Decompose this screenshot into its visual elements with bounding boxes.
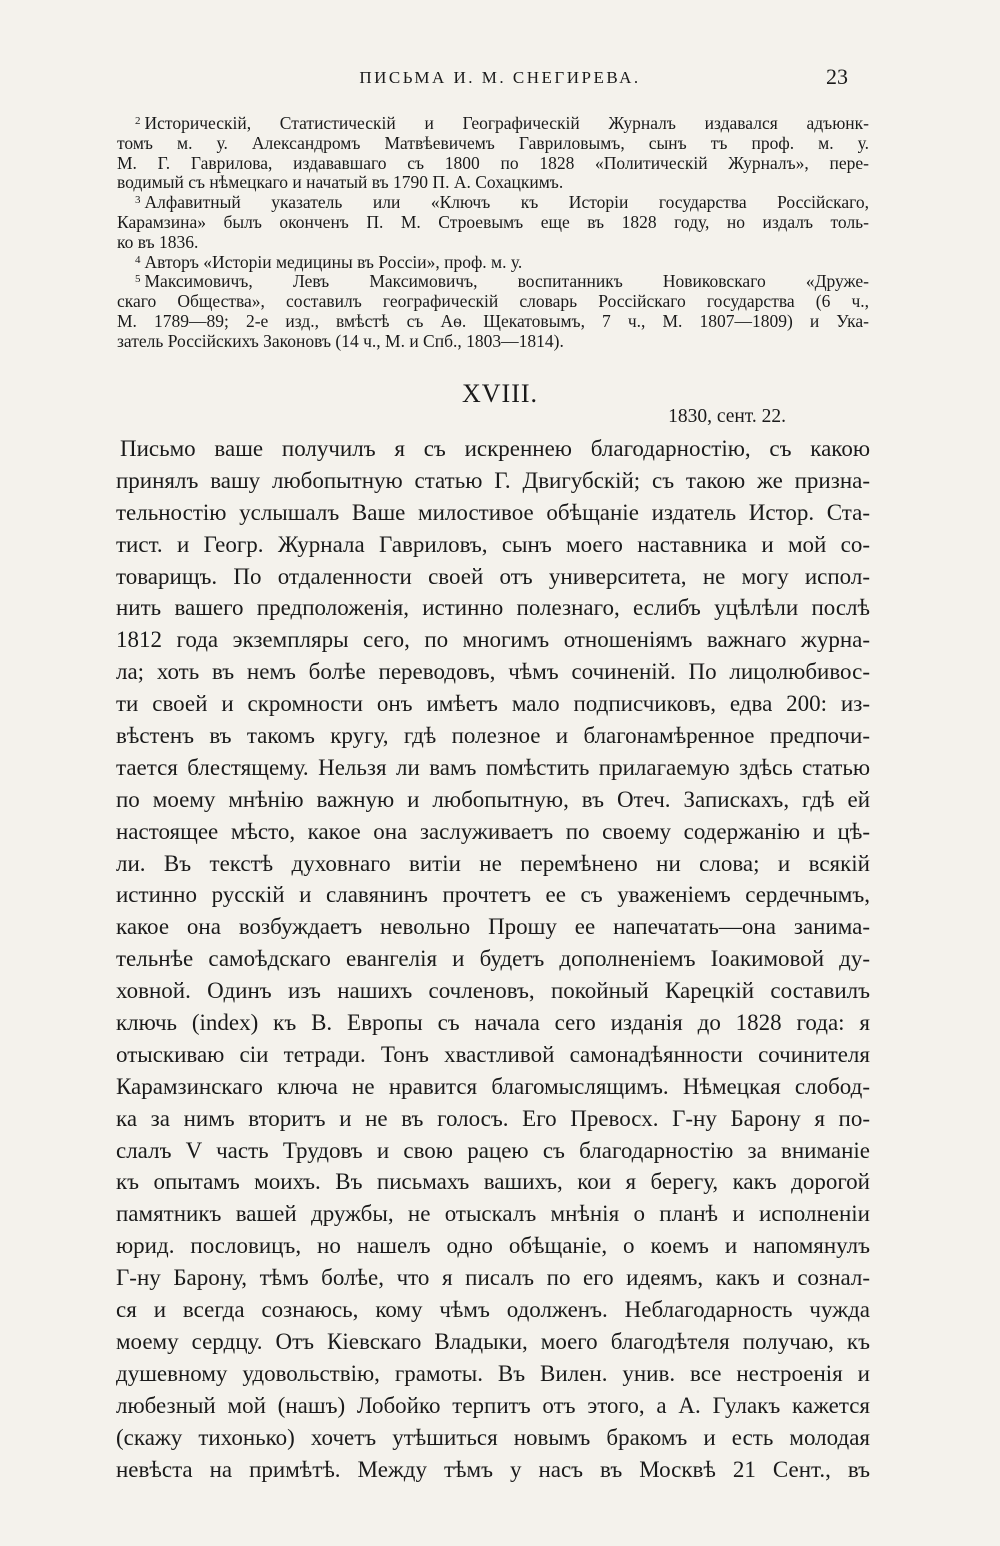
body-line: нить вашего предположенія, истинно полезнаго, еслибъ уцѣлѣли послѣ xyxy=(116,595,870,621)
body-line: вѣстенъ въ такомъ кругу, гдѣ полезное и благонамѣренное предпочи- xyxy=(116,723,870,749)
footnote-text: М. 1789—89; 2-е изд., вмѣстѣ съ Аѳ. Щекатовымъ, 7 ч., М. 1807—1809) и Ука- xyxy=(117,310,869,331)
body-line: ли. Въ текстѣ духовнаго витіи не перемѣнено ни слова; и всякій xyxy=(116,850,870,876)
body-line: 1812 года экземпляры сего, по многимъ отношеніямъ важнаго журна- xyxy=(116,627,870,653)
footnote-line xyxy=(117,134,869,154)
body-line: ла; хоть въ немъ болѣе переводовъ, чѣмъ сочиненій. По лицолюбивос- xyxy=(116,659,870,685)
body-line: юрид. пословицъ, но нашелъ одно обѣщаніе, о коемъ и напомянулъ xyxy=(116,1233,870,1259)
body-line: памятникъ вашей дружбы, не отыскалъ мнѣнія о планѣ и исполненіи xyxy=(116,1201,870,1227)
footnote-text: М. Г. Гаврилова, издававшаго съ 1800 по 1828 «Политическій Журналъ», пере- xyxy=(117,152,869,173)
footnote-text: водимый съ нѣмецкаго и начатый въ 1790 П. А. Сохацкимъ. xyxy=(117,172,564,193)
body-line: тается блестящему. Нельзя ли вамъ помѣстить прилагаемую здѣсь статью xyxy=(116,754,870,780)
body-line: невѣста на примѣтѣ. Между тѣмъ у насъ въ Москвѣ 21 Сент., въ xyxy=(116,1456,870,1482)
page-header xyxy=(0,64,1000,94)
body-line: ся и всегда сознаюсь, кому чѣмъ одолженъ. Неблагодарность чужда xyxy=(116,1297,870,1323)
body-line: тельнѣе самоѣдскаго евангелія и будетъ дополненіемъ Іоакимовой ду- xyxy=(116,946,870,972)
footnote-text: Максимовичъ, Левъ Максимовичъ, воспитанникъ Новиковскаго «Друже- xyxy=(144,271,869,292)
footnote-text: томъ м. у. Александромъ Матвѣевичемъ Гавриловымъ, сынъ тъ проф. м. у. xyxy=(117,132,869,153)
body-line: слалъ V часть Трудовъ и свою рацею съ благодарностію за вниманіе xyxy=(116,1137,870,1163)
body-line: къ опытамъ моихъ. Въ письмахъ вашихъ, кои я берегу, какъ дорогой xyxy=(116,1169,870,1195)
footnote-text: затель Россійскихъ Законовъ (14 ч., М. и Спб., 1803—1814). xyxy=(117,330,564,351)
footnote-line xyxy=(117,292,869,312)
body-line: принялъ вашу любопытную статью Г. Двигубскій; съ такою же призна- xyxy=(116,467,870,493)
footnote-text: скаго Общества», составилъ географическій словарь Россійскаго государства (6 ч., xyxy=(117,291,869,312)
footnote-line xyxy=(117,253,869,273)
body-line: ти своей и скромности онъ имѣетъ мало подписчиковъ, едва 200: из- xyxy=(116,691,870,717)
footnote-text: Алфавитный указатель или «Ключъ къ Исторіи государства Россійскаго, xyxy=(144,192,869,213)
footnote-marker: 2 xyxy=(135,115,141,127)
body-line: настоящее мѣсто, какое она заслуживаетъ по своему содержанію и цѣ- xyxy=(116,818,870,844)
body-line: любезный мой (нашъ) Лобойко терпитъ отъ этого, а А. Гулакъ кажется xyxy=(116,1392,870,1418)
body-line: моему сердцу. Отъ Кіевскаго Владыки, моего благодѣтеля получаю, къ xyxy=(116,1328,870,1354)
footnote-marker: 5 xyxy=(135,273,141,286)
running-head: ПИСЬМА И. М. СНЕГИРЕВА. xyxy=(359,68,641,87)
letter-date: 1830, сент. 22. xyxy=(668,406,786,427)
body-line: какое она возбуждаетъ невольно Прошу ее напечатать—она занима- xyxy=(116,914,870,940)
body-line: отыскиваю сіи тетради. Тонъ хвастливой самонадѣянности сочинителя xyxy=(116,1041,870,1067)
body-line: душевному удовольствію, грамоты. Въ Вилен. унив. все нестроенія и xyxy=(116,1360,870,1386)
body-line: тист. и Геогр. Журнала Гавриловъ, сынъ моего наставника и мой со- xyxy=(116,531,870,557)
footnote-marker: 4 xyxy=(135,253,141,266)
footnote-line xyxy=(117,272,869,292)
footnotes xyxy=(117,114,869,352)
footnote-text: Карамзина» былъ оконченъ П. М. Строевымъ еще въ 1828 году, но издалъ толь- xyxy=(117,211,869,232)
footnote-line xyxy=(117,193,869,213)
footnote-line xyxy=(117,233,869,253)
footnote-line xyxy=(117,312,869,332)
footnote-marker: 3 xyxy=(135,194,141,207)
footnote-line xyxy=(117,173,869,193)
footnote-text: ко въ 1836. xyxy=(117,231,199,252)
body-line: товарищъ. По отдаленности своей отъ университета, не могу испол- xyxy=(116,563,870,589)
body-line: по моему мнѣнію важную и любопытную, въ Отеч. Запискахъ, гдѣ ей xyxy=(116,786,870,812)
footnote-text: Авторъ «Исторіи медицины въ Россіи», проф. м. у. xyxy=(144,251,523,272)
letter-body xyxy=(116,433,870,1485)
body-line: Г-ну Барону, тѣмъ болѣе, что я писалъ по его идеямъ, какъ и сознал- xyxy=(116,1265,870,1291)
body-line: ка за нимъ вторитъ и не въ голосъ. Его Превосх. Г-ну Барону я по- xyxy=(116,1105,870,1131)
body-line: тельностію услышалъ Ваше милостивое обѣщаніе издатель Истор. Ста- xyxy=(116,499,870,525)
body-line: ключь (index) къ В. Европы съ начала сего изданія до 1828 года: я xyxy=(116,1010,870,1036)
footnote-text: Историческій, Статистическій и Географическій Журналъ издавался адъюнк- xyxy=(144,113,869,133)
body-line: (скажу тихонько) хочетъ утѣшиться новымъ бракомъ и есть молодая xyxy=(116,1424,870,1450)
body-line: ховной. Одинъ изъ нашихъ сочленовъ, покойный Карецкій составилъ xyxy=(116,978,870,1004)
footnote-line xyxy=(117,213,869,233)
footnote-line xyxy=(117,332,869,352)
footnote-line xyxy=(117,154,869,174)
letter-number: XVIII. xyxy=(461,379,539,408)
page-number: 23 xyxy=(826,64,848,89)
body-line: Карамзинскаго ключа не нравится благомыслящимъ. Нѣмецкая слобод- xyxy=(116,1073,870,1099)
body-line: истинно русскій и славянинъ прочтетъ ее съ уваженіемъ сердечнымъ, xyxy=(116,882,870,908)
footnote-line xyxy=(117,114,869,134)
body-line: Письмо ваше получилъ я съ искреннею благодарностію, съ какою xyxy=(120,436,870,461)
